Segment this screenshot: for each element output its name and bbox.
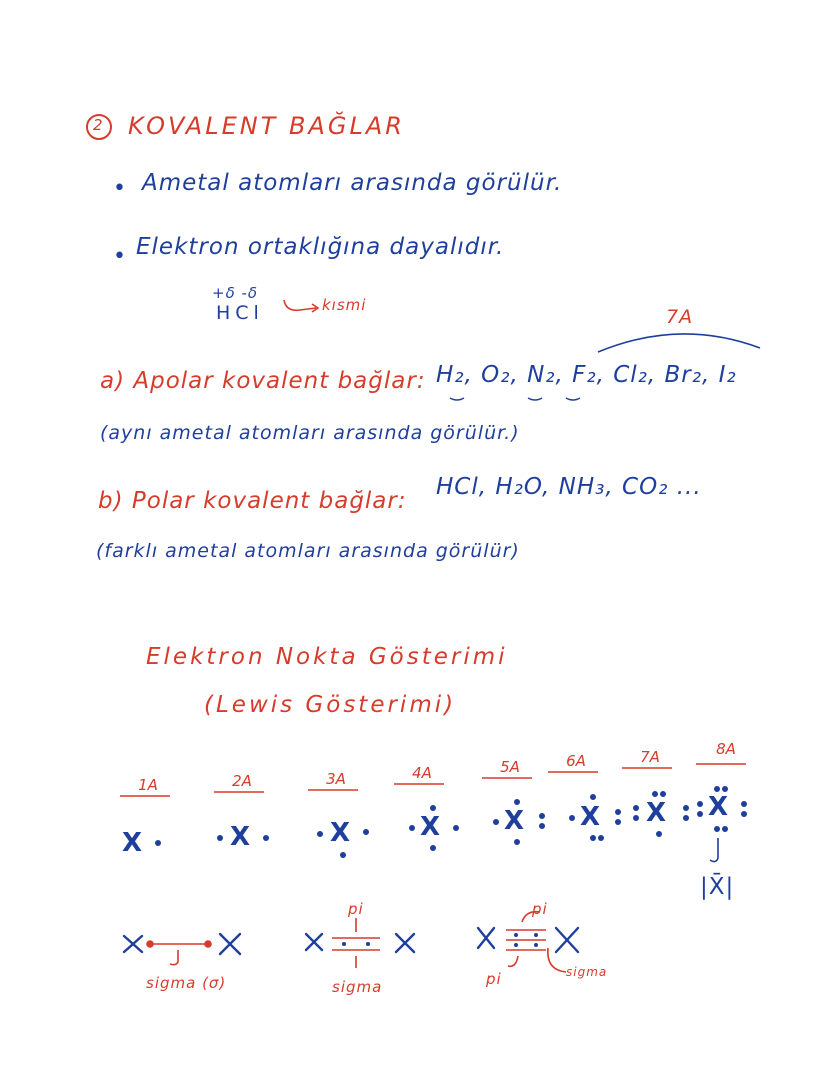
- group-label-7a: 7A: [640, 748, 660, 766]
- section-number: 2: [93, 116, 104, 134]
- group-label-5a: 5A: [500, 758, 520, 776]
- bond-double-top-label: pi: [348, 900, 364, 918]
- group-label-8a: 8A: [716, 740, 736, 758]
- lewis-symbol-4a: X: [420, 812, 441, 842]
- group-label-3a: 3A: [326, 770, 346, 788]
- lewis-symbol-6a: X: [580, 802, 601, 832]
- bond-double-bottom-label: sigma: [332, 978, 383, 996]
- group-label-4a: 4A: [412, 764, 432, 782]
- apolar-group-tag: 7A: [666, 306, 694, 328]
- polar-formulas: HCl, H₂O, NH₃, CO₂ ...: [436, 474, 702, 500]
- hcl-formula: HCl: [216, 302, 264, 324]
- apolar-note: (aynı ametal atomları arasında görülür.): [100, 422, 520, 444]
- lewis-symbol-5a: X: [504, 806, 525, 836]
- apolar-label: a) Apolar kovalent bağlar:: [100, 368, 426, 394]
- lewis-symbol-3a: X: [330, 818, 351, 848]
- group-label-1a: 1A: [138, 776, 158, 794]
- group-label-2a: 2A: [232, 772, 252, 790]
- lewis-symbol-8a: X: [708, 792, 729, 822]
- group-label-6a: 6A: [566, 752, 586, 770]
- lewis-title: Elektron Nokta Gösterimi: [146, 644, 508, 670]
- bond-triple-left-label: pi: [486, 970, 502, 988]
- bond-triple-right-label: sigma: [566, 965, 608, 979]
- bond-triple-top-label: pi: [532, 900, 548, 918]
- lewis-subtitle: (Lewis Gösterimi): [204, 692, 457, 718]
- lewis-8a-alt: |X̄|: [700, 874, 735, 900]
- partial-charges: +δ -δ: [212, 284, 259, 302]
- polar-label: b) Polar kovalent bağlar:: [98, 488, 407, 514]
- lewis-symbol-2a: X: [230, 822, 251, 852]
- lewis-symbol-7a: X: [646, 798, 667, 828]
- polar-note: (farklı ametal atomları arasında görülür): [96, 540, 520, 562]
- bullet-1: Ametal atomları arasında görülür.: [142, 170, 563, 196]
- bullet-dot-2: •: [113, 244, 127, 269]
- section-title: KOVALENT BAĞLAR: [128, 112, 405, 140]
- bullet-dot-1: •: [113, 176, 127, 201]
- lewis-symbol-1a: X: [122, 828, 143, 858]
- bullet-2: Elektron ortaklığına dayalıdır.: [136, 234, 505, 260]
- apolar-formulas: H₂, O₂, N₂, F₂, Cl₂, Br₂, I₂: [436, 362, 737, 388]
- bond-single-label: sigma (σ): [146, 974, 227, 992]
- partial-note: kısmi: [322, 296, 367, 314]
